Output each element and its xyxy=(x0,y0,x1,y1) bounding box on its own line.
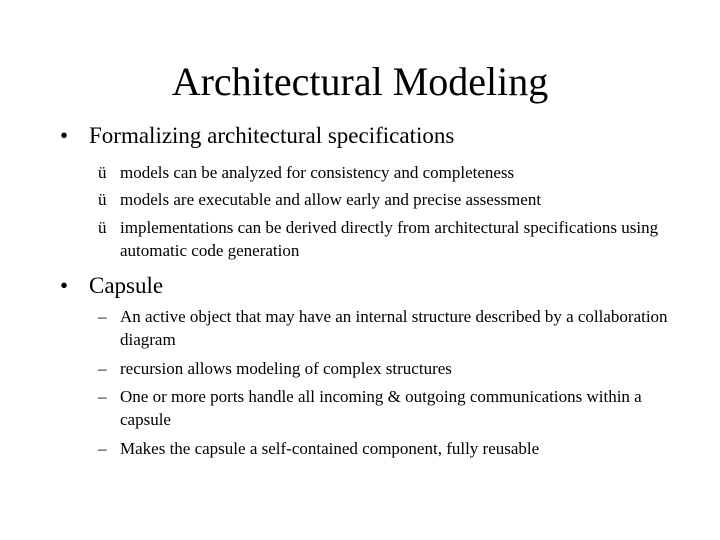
bullet-icon: • xyxy=(60,123,69,148)
dash-icon: – xyxy=(98,307,107,326)
dash-icon: – xyxy=(98,387,107,406)
list-item-text: recursion allows modeling of complex structures xyxy=(120,359,452,378)
bullet-heading: Formalizing architectural specifications xyxy=(89,123,455,148)
list-item-text: models are executable and allow early and precise assessment xyxy=(120,190,542,209)
checkmark-icon: ü xyxy=(98,190,107,209)
bullet-heading: Capsule xyxy=(89,273,164,298)
dash-icon: – xyxy=(98,359,107,378)
list-item-text: models can be analyzed for consistency and completeness xyxy=(120,163,515,182)
list-item-text: An active object that may have an internal structure described by a collaboration diagram xyxy=(120,307,668,349)
checkmark-icon: ü xyxy=(98,163,107,182)
list-item-text: implementations can be derived directly from architectural specifications using automatic code generation xyxy=(120,218,659,260)
bullet-icon: • xyxy=(60,273,69,298)
list-item-text: Makes the capsule a self-contained component, fully reusable xyxy=(120,439,540,458)
dash-icon: – xyxy=(98,439,107,458)
list-item-text: One or more ports handle all incoming & outgoing communications within a capsule xyxy=(120,387,642,429)
slide-title: Architectural Modeling xyxy=(171,59,549,104)
checkmark-icon: ü xyxy=(98,218,107,237)
